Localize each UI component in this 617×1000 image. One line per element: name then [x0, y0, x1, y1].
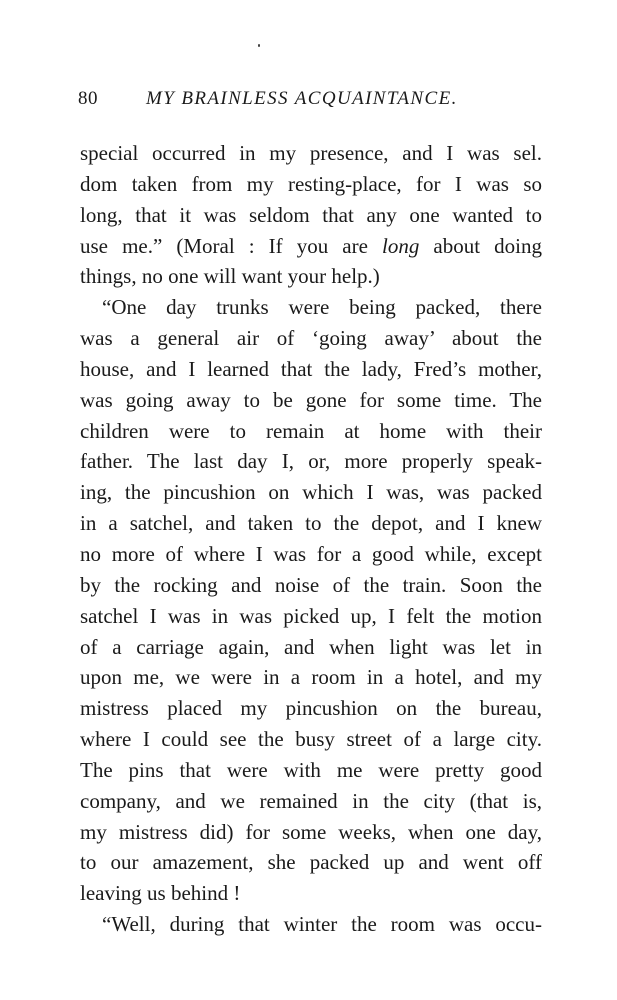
running-title: MY BRAINLESS ACQUAINTANCE. [146, 88, 458, 109]
text-line: father. The last day I, or, more properly speak- [80, 449, 542, 474]
text-line: in a satchel, and taken to the depot, and I knew [80, 511, 542, 536]
text-line: ing, the pincushion on which I was, was packed [80, 480, 542, 505]
text-line: “Well, during that winter the room was occu- [102, 912, 542, 937]
paragraph-1 [80, 138, 542, 292]
print-speck [258, 44, 260, 47]
text-line [80, 231, 542, 262]
text-line: upon me, we were in a room in a hotel, and my [80, 665, 542, 690]
text-line: “One day trunks were being packed, there [102, 295, 542, 320]
page-header [0, 86, 617, 114]
text-line: house, and I learned that the lady, Fred’s mother, [80, 356, 542, 381]
text-line: things, no one will want your help.) [80, 264, 380, 289]
text-line: long, that it was seldom that any one wanted to [80, 202, 542, 227]
emphasis-word: long [382, 233, 420, 258]
text-line: was going away to be gone for some time. The [80, 387, 542, 412]
paragraph-2 [80, 292, 542, 909]
text-run: use me.” (Moral : If you are [80, 233, 382, 258]
text-line: of a carriage again, and when light was let in [80, 634, 542, 659]
text-line: company, and we remained in the city (that is, [80, 788, 542, 813]
text-line: where I could see the busy street of a large city. [80, 727, 542, 752]
text-line: to our amazement, she packed up and went off [80, 850, 542, 875]
text-line: The pins that were with me were pretty good [80, 757, 542, 782]
text-run: about doing [419, 233, 542, 258]
text-line: leaving us behind ! [80, 881, 241, 906]
text-line: my mistress did) for some weeks, when one day, [80, 819, 542, 844]
text-line: was a general air of ‘going away’ about the [80, 326, 542, 351]
page-number: 80 [78, 88, 98, 109]
text-line: by the rocking and noise of the train. Soon the [80, 572, 542, 597]
body-text [80, 138, 542, 940]
text-line: no more of where I was for a good while, except [80, 541, 542, 566]
text-line: mistress placed my pincushion on the bureau, [80, 696, 542, 721]
text-line: dom taken from my resting-place, for I was so [80, 171, 542, 196]
paragraph-3 [80, 909, 542, 940]
text-line: special occurred in my presence, and I was sel. [80, 141, 542, 165]
text-line: satchel I was in was picked up, I felt the motion [80, 603, 542, 628]
text-line: children were to remain at home with their [80, 418, 542, 443]
